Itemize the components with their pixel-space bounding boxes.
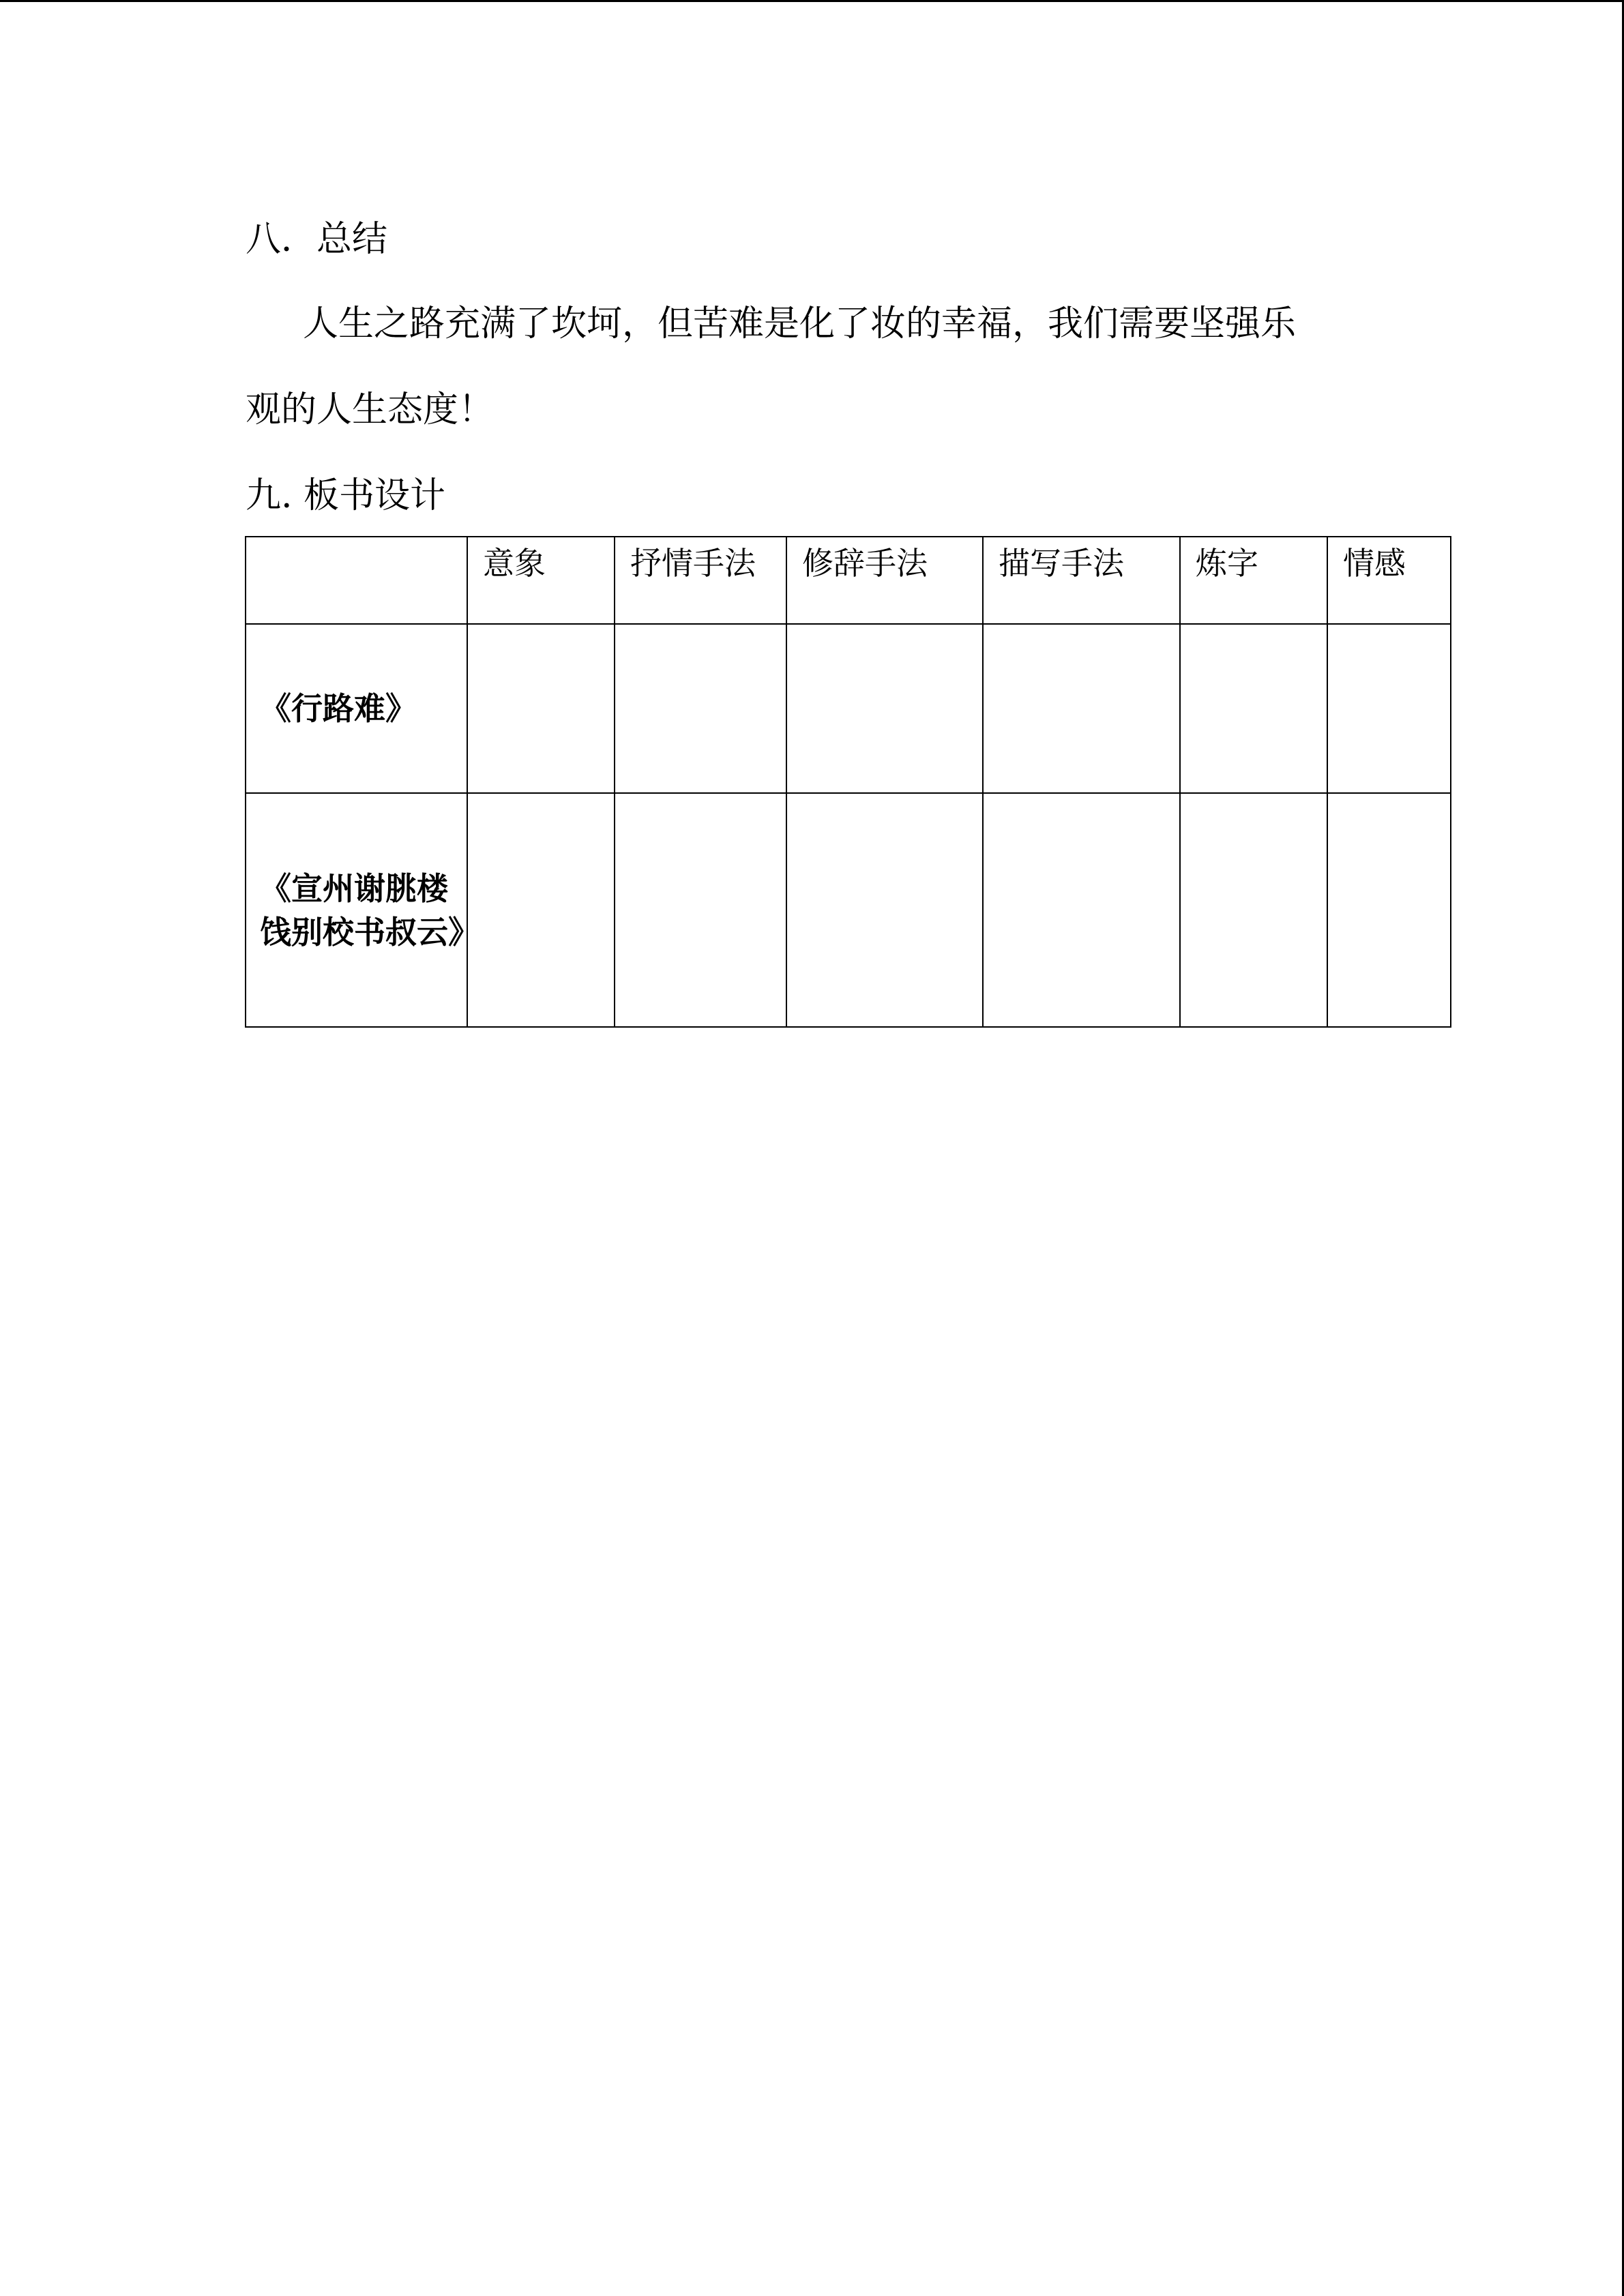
table-cell	[1327, 793, 1451, 1027]
table-cell	[467, 793, 615, 1027]
header-cell-word-refining: 炼字	[1180, 537, 1327, 624]
table-cell	[983, 624, 1180, 793]
table-cell	[786, 793, 983, 1027]
row-title-xinglunan: 《行路难》	[246, 624, 467, 793]
header-cell-emotion: 情感	[1327, 537, 1451, 624]
header-cell-lyrical-technique: 抒情手法	[615, 537, 786, 624]
table-cell	[615, 624, 786, 793]
section-9-heading: 九. 板书设计	[246, 475, 446, 516]
row-title-xuanzhou: 《宣州谢朓楼饯别校书叔云》	[246, 793, 467, 1027]
table-cell	[1180, 624, 1327, 793]
table-cell	[983, 793, 1180, 1027]
section-8-heading: 八．总结	[246, 219, 388, 260]
header-cell-empty	[246, 537, 467, 624]
blackboard-design-table	[245, 536, 1451, 1028]
header-cell-descriptive-technique: 描写手法	[983, 537, 1180, 624]
header-cell-imagery: 意象	[467, 537, 615, 624]
table-header-row	[246, 537, 1451, 624]
summary-paragraph-line-2: 观的人生态度！	[246, 389, 494, 430]
table-row	[246, 624, 1451, 793]
header-cell-rhetorical-technique: 修辞手法	[786, 537, 983, 624]
table-cell	[615, 793, 786, 1027]
table-row	[246, 793, 1451, 1027]
table-cell	[1327, 624, 1451, 793]
table-cell	[467, 624, 615, 793]
page-top-border	[0, 0, 1624, 2]
table-cell	[786, 624, 983, 793]
summary-paragraph-line-1: 人生之路充满了坎坷，但苦难是化了妆的幸福，我们需要坚强乐	[303, 303, 1297, 344]
table-cell	[1180, 793, 1327, 1027]
